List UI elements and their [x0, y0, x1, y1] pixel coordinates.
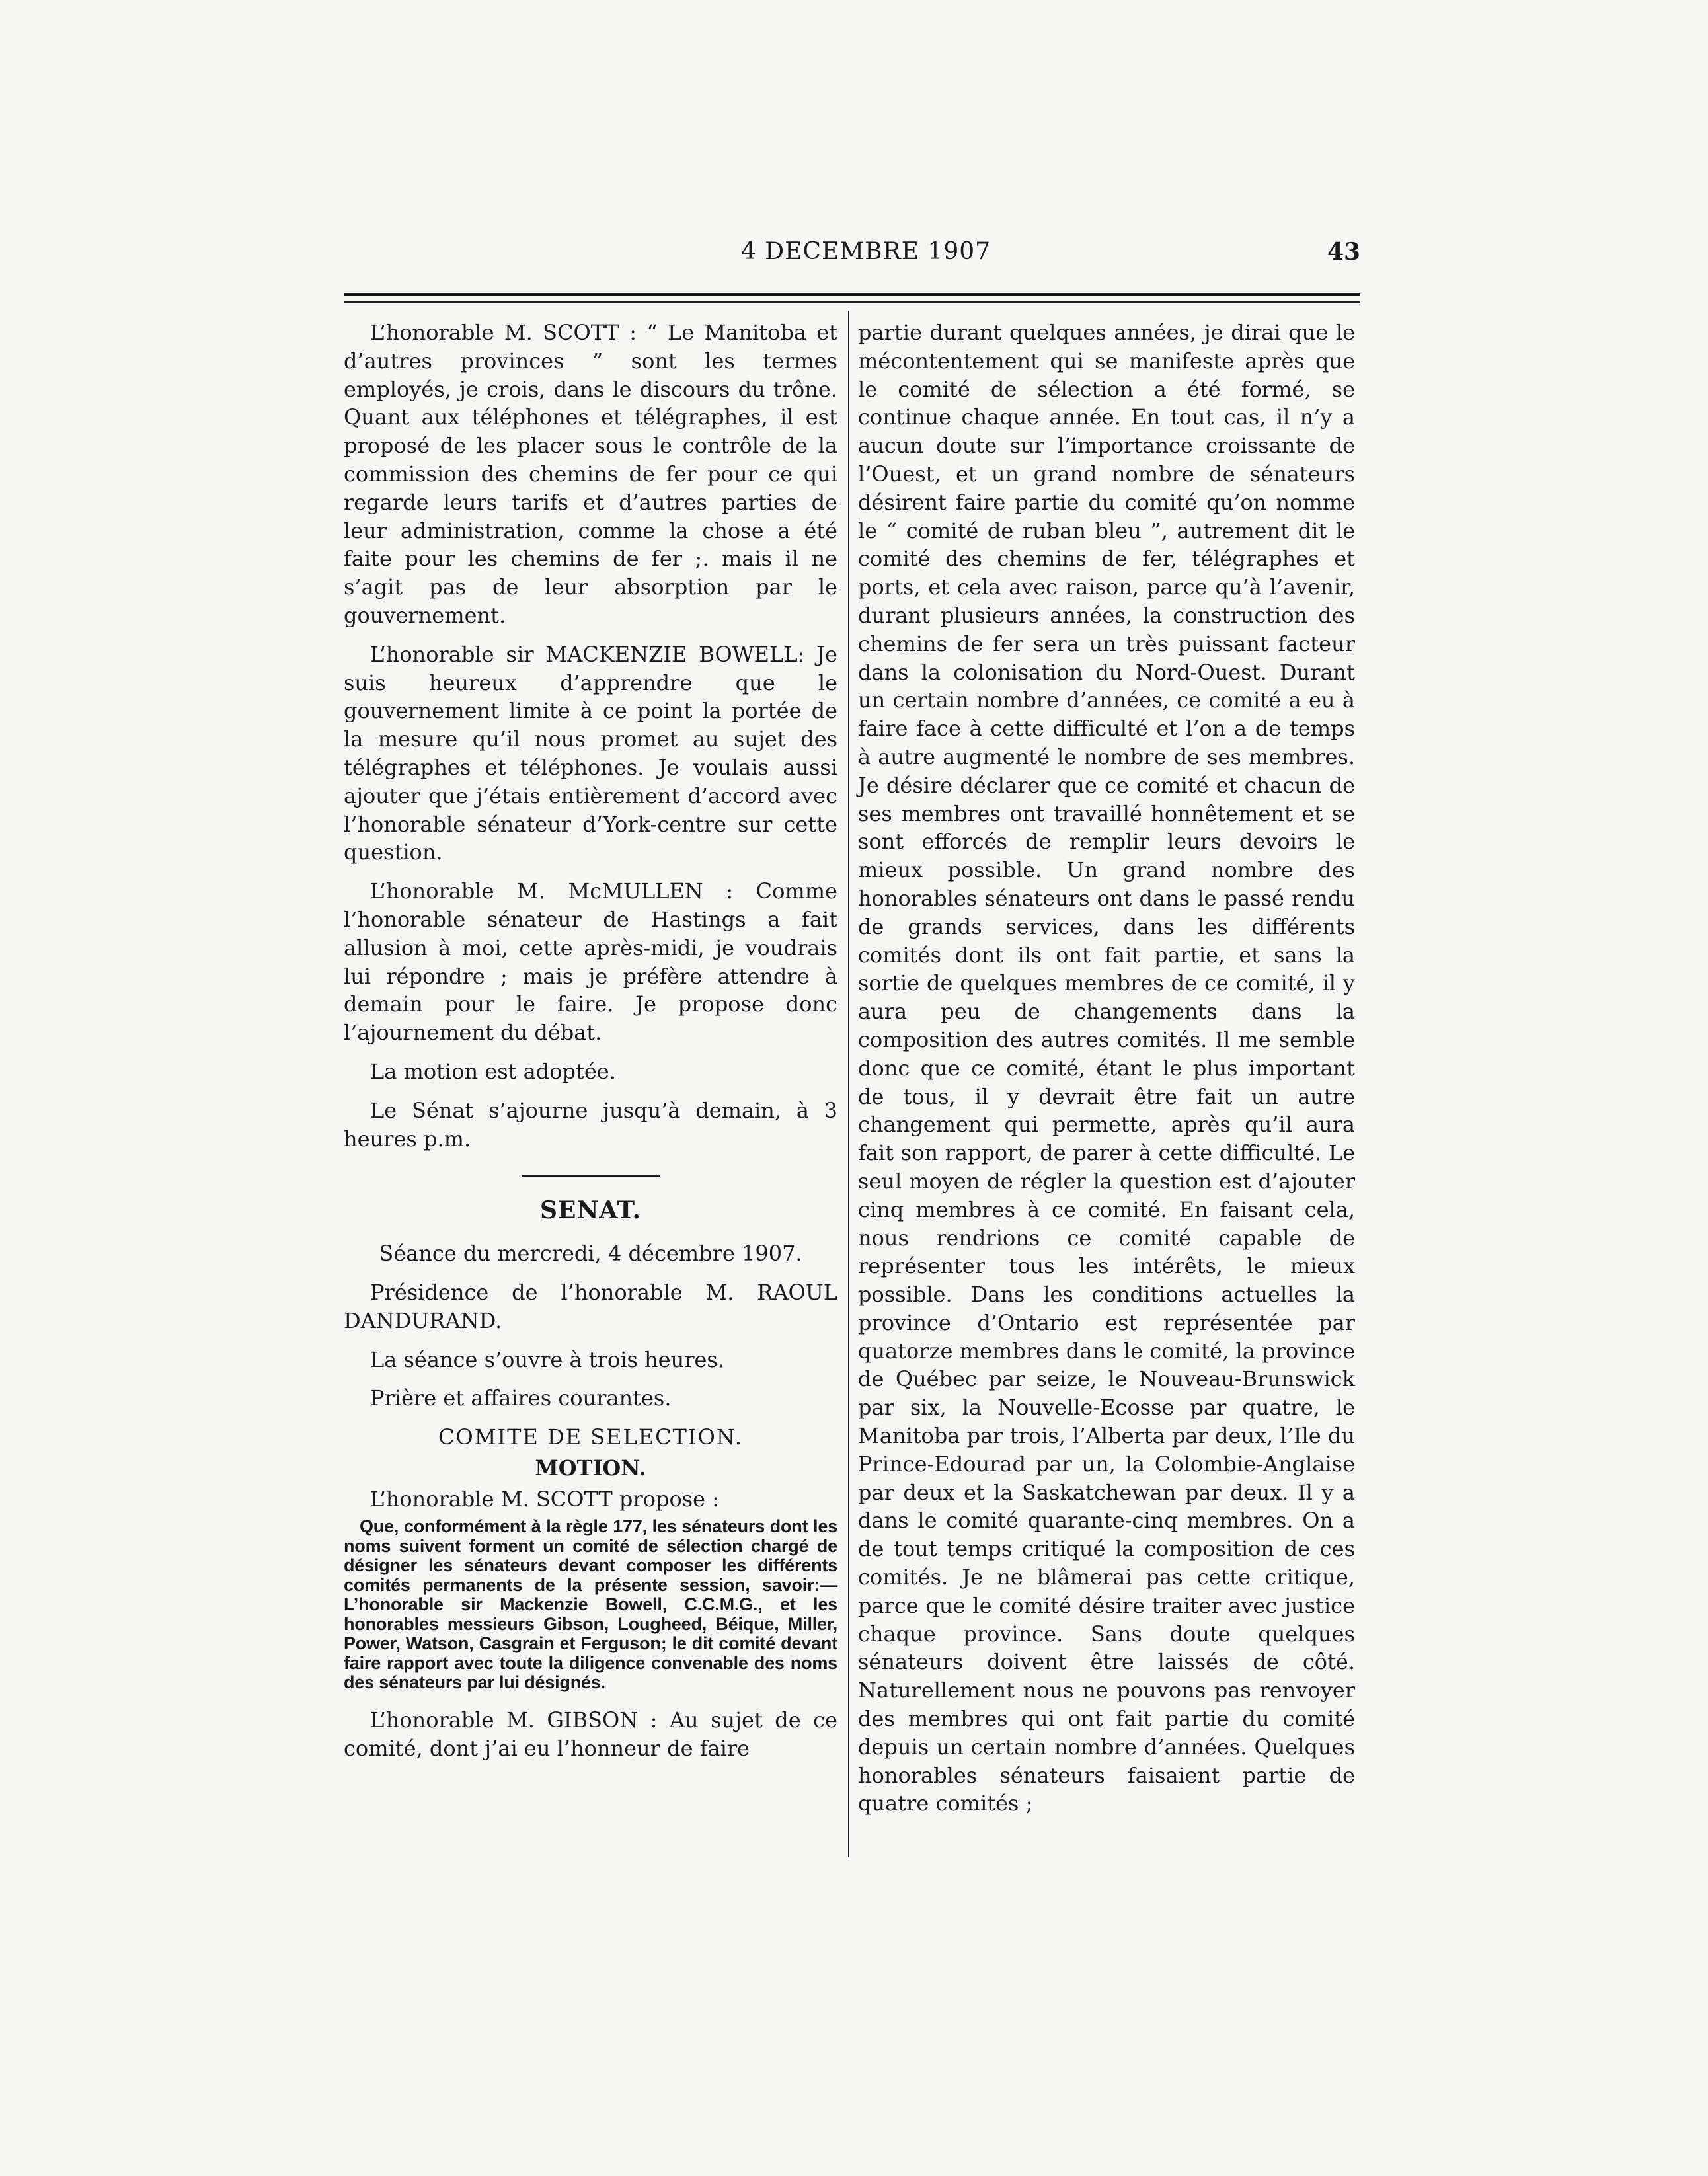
- paragraph-mcmullen: L’honorable M. McMULLEN : Comme l’honorable sénateur de Hastings a fait allusion à moi, cette après-midi, je voudrais lui répondre ; mais je préfère attendre à demain pour le faire. Je propose donc l’ajournement du débat.: [344, 878, 837, 1046]
- priere-line: Prière et affaires courantes.: [370, 1385, 672, 1411]
- scott-propose-line: L’honorable M. SCOTT propose :: [370, 1486, 720, 1512]
- presidence-line: Présidence de l’honorable M. RAOUL DANDURAND.: [344, 1279, 837, 1333]
- ouverture-line: La séance s’ouvre à trois heures.: [370, 1346, 725, 1372]
- paragraph-adjournment: Le Sénat s’ajourne jusqu’à demain, à 3 heures p.m.: [344, 1097, 837, 1151]
- paragraph-motion-adopted: La motion est adoptée.: [370, 1058, 616, 1084]
- paragraph-gibson: L’honorable M. GIBSON : Au sujet de ce comité, dont j’ai eu l’honneur de faire: [344, 1707, 837, 1761]
- paragraph-bowell: L’honorable sir MACKENZIE BOWELL: Je suis heureux d’apprendre que le gouvernement limite à ce point la portée de la mesure qu’il nous promet au sujet des télégraphes et téléphones. Je voulais aussi ajouter que j’étais entièrement d’accord avec l’honorable sénateur d’York-centre sur cette question.: [344, 641, 837, 865]
- right-column: [858, 319, 1355, 1818]
- column-divider: [848, 311, 849, 1857]
- header-rule-thick: [344, 293, 1360, 296]
- paragraph-scott: L’honorable M. SCOTT : “ Le Manitoba et d’autres provinces ” sont les termes employés, je crois, dans le discours du trône. Quant aux téléphones et télégraphes, il est proposé de les placer sous le contrôle de la commission des chemins de fer pour ce qui regarde leurs tarifs et d’autres parties de leur administration, comme la chose a été faite pour les chemins de fer ;. mais il ne s’agit pas de leur absorption par le gouvernement.: [344, 320, 837, 628]
- resolution-text: Que, conformément à la règle 177, les sénateurs dont les noms suivent forment un comité de sélection chargé de désigner les sénateurs devant composer les différents comités permanents de la présente session, savoir:— L’honorable sir Mackenzie Bowell, C.C.M.G., et les honorables messieurs Gibson, Lougheed, Béique, Miller, Power, Watson, Casgrain et Ferguson; le dit comité devant faire rapport avec toute la diligence convenable des noms des sénateurs par lui désignés.: [344, 1516, 837, 1693]
- running-header-date: 4 DECEMBRE 1907: [740, 238, 991, 265]
- motion-heading: MOTION.: [535, 1455, 646, 1481]
- page-header: [344, 238, 1360, 278]
- section-separator: [522, 1175, 660, 1177]
- page-number: 43: [1327, 238, 1360, 266]
- paragraph-gibson-continued: partie durant quelques années, je dirai que le mécontentement qui se manifeste après que le comité de sélection a été formé, se continue chaque année. En tout cas, il n’y a aucun doute sur l’importance croissante de l’Ouest, et un grand nombre de sénateurs désirent faire partie du comité qu’on nomme le “ comité de ruban bleu ”, autrement dit le comité des chemins de fer, télégraphes et ports, et cela avec raison, parce qu’à l’avenir, durant plusieurs années, la construction des chemins de fer sera un très puissant facteur dans la colonisation du Nord-Ouest. Durant un certain nombre d’années, ce comité a eu à faire face à cette difficulté et l’on a de temps à autre augmenté le nombre de ses membres. Je désire déclarer que ce comité et chacun de ses membres ont travaillé honnêtement et se sont efforcés de remplir leurs devoirs le mieux possible. Un grand nombre des honorables sénateurs ont dans le passé rendu de grands services, dans les différents comités dont ils ont fait partie, et sans la sortie de quelques membres de ce comité, il y aura peu de changements dans la composition des autres comités. Il me semble donc que ce comité, étant le plus important de tous, il y devrait être fait un autre changement qui permette, après qu’il aura fait son rapport, de parer à cette difficulté. Le seul moyen de régler la question est d’ajouter cinq membres à ce comité. En faisant cela, nous rendrions ce comité capable de représenter tous les intérêts, le mieux possible. Dans les conditions actuelles la province d’Ontario est représentée par quatorze membres dans le comité, la province de Québec par seize, le Nouveau-Brunswick par six, la Nouvelle-Ecosse par quatre, le Manitoba par trois, l’Alberta par deux, l’Ile du Prince-Edourad par un, la Colombie-Anglaise par deux et la Saskatchewan par deux. Il y a dans le comité quarante-cinq membres. On a de tout temps critiqué la composition de ces comités. Je ne blâmerai pas cette critique, parce que le comité désire traiter avec justice chaque province. Sans doute quelques sénateurs doivent être laissés de côté. Naturellement nous ne pouvons pas renvoyer des membres qui ont fait partie du comité depuis un certain nombre d’années. Quelques honorables sénateurs faisaient partie de quatre comités ;: [858, 320, 1355, 1816]
- seance-line: Séance du mercredi, 4 décembre 1907.: [379, 1241, 802, 1266]
- header-rule-thin: [344, 301, 1360, 303]
- left-column: [344, 319, 837, 1773]
- committee-heading: COMITE DE SELECTION.: [438, 1424, 743, 1450]
- section-title-senat: SENAT.: [540, 1196, 641, 1225]
